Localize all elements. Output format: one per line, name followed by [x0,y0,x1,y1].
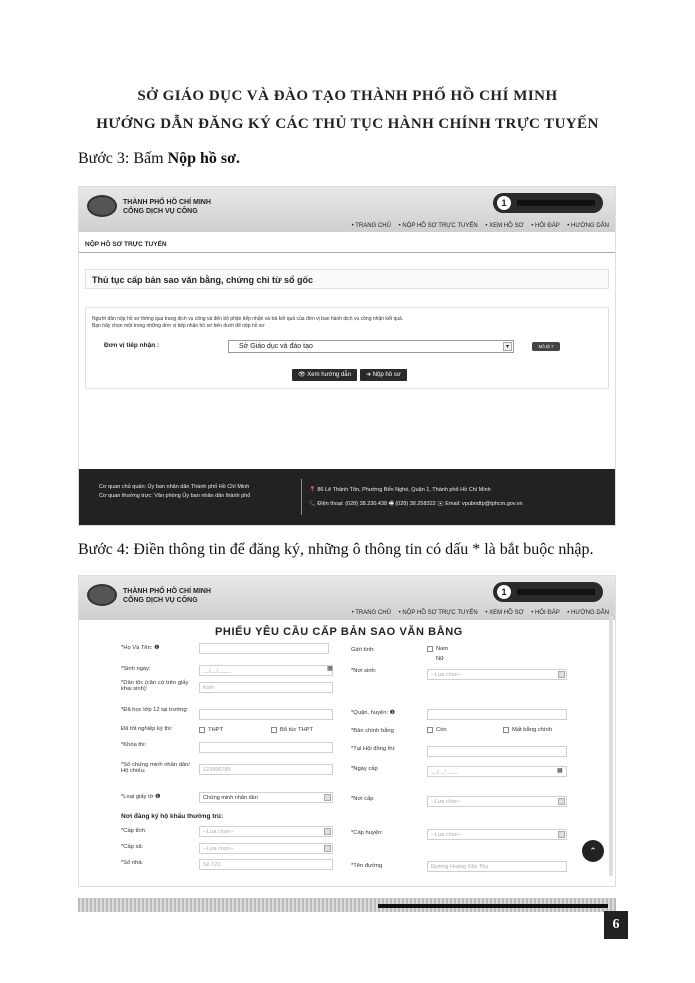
brand-line-2: CỔNG DỊCH VỤ CÔNG [123,208,198,215]
chevron-down-icon [558,798,565,805]
exam-board-input[interactable] [427,746,567,757]
instruction-note [92,316,592,330]
district-input[interactable] [427,709,567,720]
street-placeholder: Đường Hoàng Văn Thụ [431,864,489,870]
calendar-icon[interactable]: ▦ [327,666,333,672]
unit-select[interactable] [228,340,514,353]
house-number-input[interactable] [199,859,333,870]
label-graduated: Đã tốt nghiệp kỳ thi: [121,726,173,732]
label-street: *Tên đường [351,863,383,869]
ethnicity-value: Kinh [203,685,215,691]
footer-office: Cơ quan thường trực: Văn phòng Ủy ban nhân dân thành phố [99,493,251,499]
user-account-button[interactable] [493,193,603,213]
gender-male-checkbox[interactable] [427,646,433,652]
ethnicity-input[interactable] [199,682,333,693]
footer-contact [309,483,523,511]
birth-place-select[interactable] [427,669,567,680]
page-number: 6 [604,911,628,939]
nav-home[interactable]: • TRANG CHỦ [351,610,391,616]
permanent-address-heading: Nơi đăng ký hộ khẩu thường trú: [121,813,224,820]
province-select[interactable] [199,826,333,837]
document-type-value: Chứng minh nhân dân [203,795,258,801]
chevron-down-icon [324,828,331,835]
full-name-input[interactable] [199,643,329,654]
chevron-down-icon [324,794,331,801]
nav-home[interactable]: • TRANG CHỦ [351,223,391,229]
nav-faq[interactable]: • HỎI ĐÁP [531,223,560,229]
id-number-placeholder: 123456789 [203,767,231,773]
screenshot-request-form [78,575,616,887]
label-lost: Mất bằng chính [512,727,552,733]
diploma-kept-checkbox[interactable] [427,727,433,733]
site-header [79,187,615,232]
user-icon: 1 [497,196,511,210]
birth-date-input[interactable] [199,665,333,676]
label-ward: *Cấp xã: [121,844,144,850]
label-province: *Cấp tỉnh: [121,828,147,834]
brand-line-1: THÀNH PHỐ HỒ CHÍ MINH [123,588,211,595]
birth-place-value: --Lựa chọn-- [431,672,462,678]
step-3-bold: Nộp hồ sơ. [167,150,241,167]
footer-agency [99,483,250,501]
main-nav-2 [346,610,609,616]
page-footer-band [78,898,616,912]
issue-date-input[interactable] [427,766,567,777]
note-line-2: Bạn hãy chọn một trong những đơn vị tiếp nhận hồ sơ bên dưới để nộp hồ sơ [92,323,265,329]
main-nav [346,223,609,229]
tab-bar [79,239,615,253]
brand-line-2: CỔNG DỊCH VỤ CÔNG [123,597,198,604]
label-thpt: THPT [208,727,224,733]
header-line-1: SỞ GIÁO DỤC VÀ ĐÀO TẠO THÀNH PHỐ HỒ CHÍ MINH [137,88,558,104]
header-line-2: HƯỚNG DẪN ĐĂNG KÝ CÁC THỦ TỤC HÀNH CHÍNH TRỰC TUYẾN [96,116,599,132]
scrollbar[interactable] [609,616,613,876]
chevron-down-icon: ▾ [503,342,512,351]
user-account-button[interactable] [493,582,603,602]
label-exam-board: *Tại Hội đồng thi: [351,746,396,752]
label-ethnicity: *Dân tộc (căn cứ trên giấy khai sinh): [121,680,189,692]
footer-divider [301,479,302,515]
site-brand-2 [123,587,211,605]
label-district-2: *Cấp huyện: [351,830,383,836]
submit-file-button[interactable]: ➜ Nộp hồ sơ [360,369,407,381]
site-brand [123,198,211,216]
ward-select[interactable] [199,843,333,854]
unit-select-value: Sở Giáo dục và đào tạo [239,343,313,350]
chevron-down-icon [558,671,565,678]
note-line-1: Người dân nộp hồ sơ thông qua trang dịch vụ công và đến bộ phận tiếp nhận và trả kết quả của đơn vị ban hành dịch vụ công nhận kết quả. [92,316,404,322]
id-number-input[interactable] [199,764,333,775]
user-icon: 1 [497,585,511,599]
site-footer [79,469,615,525]
nav-submit-online[interactable]: • NỘP HỒ SƠ TRỰC TUYẾN [398,223,478,229]
label-birth-date: *Sinh ngày: [121,666,151,672]
describe-button[interactable]: Mô tả ? [532,342,560,351]
procedure-title: Thủ tục cấp bản sao văn bằng, chứng chỉ từ sổ gốc [85,269,609,289]
city-logo-icon [87,195,117,217]
label-male: Nam [436,646,449,652]
form-title: PHIẾU YÊU CẦU CẤP BẢN SAO VĂN BẰNG [215,626,463,638]
nav-guide[interactable]: • HƯỚNG DẪN [567,223,609,229]
label-gender: Giới tính: [351,647,375,653]
step-4-heading: Bước 4: Điền thông tin để đăng ký, những ô thông tin có dấu * là bắt buộc nhập. [78,541,594,558]
chevron-down-icon [558,831,565,838]
label-document-type: *Loại giấy tờ ❶ [121,794,161,800]
scroll-to-top-icon[interactable]: ⌃ [582,840,604,862]
unit-label: Đơn vị tiếp nhận : [104,342,160,349]
bo-tuc-checkbox[interactable] [271,727,277,733]
step-3-heading [78,150,240,168]
city-logo-icon [87,584,117,606]
thpt-checkbox[interactable] [199,727,205,733]
nav-view-files[interactable]: • XEM HỒ SƠ [485,610,524,616]
birth-date-placeholder: __/__/____ [203,668,231,674]
issue-place-select[interactable] [427,796,567,807]
label-exam-term: *Khóa thi: [121,742,147,748]
redacted-username [517,200,595,206]
nav-submit-online[interactable]: • NỘP HỒ SƠ TRỰC TUYẾN [398,610,478,616]
calendar-icon[interactable]: ▦ [557,768,563,774]
nav-faq[interactable]: • HỎI ĐÁP [531,610,560,616]
province-value: --Lựa chọn-- [203,829,234,835]
footer-address: 📍 86 Lê Thánh Tôn, Phường Bến Nghé, Quận 1, Thành phố Hồ Chí Minh [309,487,491,493]
label-district: *Quận, huyện: ❶ [351,710,395,716]
screenshot-submit-page [78,186,616,526]
exam-term-input[interactable] [199,742,333,753]
footer-phone-email: 📞 Điện thoại: (028) 38.230.438 🖷 (028) 38.258322 ✉ Email: vpubndtp@tphcm.gov.vn [309,501,523,507]
diploma-lost-checkbox[interactable] [503,727,509,733]
label-school: *Đã học lớp 12 tại trường: [121,707,189,713]
school-input[interactable] [199,709,333,720]
step-3-prefix: Bước 3: Bấm [78,150,168,167]
label-issue-place: *Nơi cấp [351,796,374,802]
label-id-number: *Số chứng minh nhân dân/ Hộ chiếu: [121,762,190,774]
district-select[interactable] [427,829,567,840]
label-full-name: *Họ Và Tên: ❶ [121,645,160,651]
label-birth-place: *Nơi sinh: [351,668,377,674]
label-bo-tuc: Bổ túc THPT [280,727,314,733]
chevron-down-icon [324,845,331,852]
site-header-2 [79,576,615,620]
issue-date-placeholder: __/__/____ [431,769,459,775]
footer-owner: Cơ quan chủ quản: Ủy ban nhân dân Thành phố Hồ Chí Minh [99,484,250,490]
label-issue-date: *Ngày cấp [351,766,378,772]
nav-view-files[interactable]: • XEM HỒ SƠ [485,223,524,229]
document-header [0,88,695,133]
footer-band-stroke [378,904,608,908]
house-number-placeholder: Số 123 [203,862,221,868]
submit-panel [85,307,609,389]
redacted-username [517,589,595,595]
label-female: Nữ [436,656,445,662]
tab-submit-online[interactable]: NỘP HỒ SƠ TRỰC TUYẾN [85,241,167,248]
brand-line-1: THÀNH PHỐ HỒ CHÍ MINH [123,199,211,206]
label-original-diploma: *Bản chính bằng [351,728,394,734]
label-house-number: *Số nhà: [121,860,144,866]
street-input[interactable] [427,861,567,872]
label-kept: Còn [436,727,447,733]
ward-value: --Lựa chọn-- [203,846,234,852]
nav-guide[interactable]: • HƯỚNG DẪN [567,610,609,616]
view-guide-button[interactable]: 👁 Xem hướng dẫn [292,369,357,381]
issue-place-value: --Lựa chọn-- [431,799,462,805]
district-select-value: --Lựa chọn-- [431,832,462,838]
document-type-select[interactable] [199,792,333,803]
